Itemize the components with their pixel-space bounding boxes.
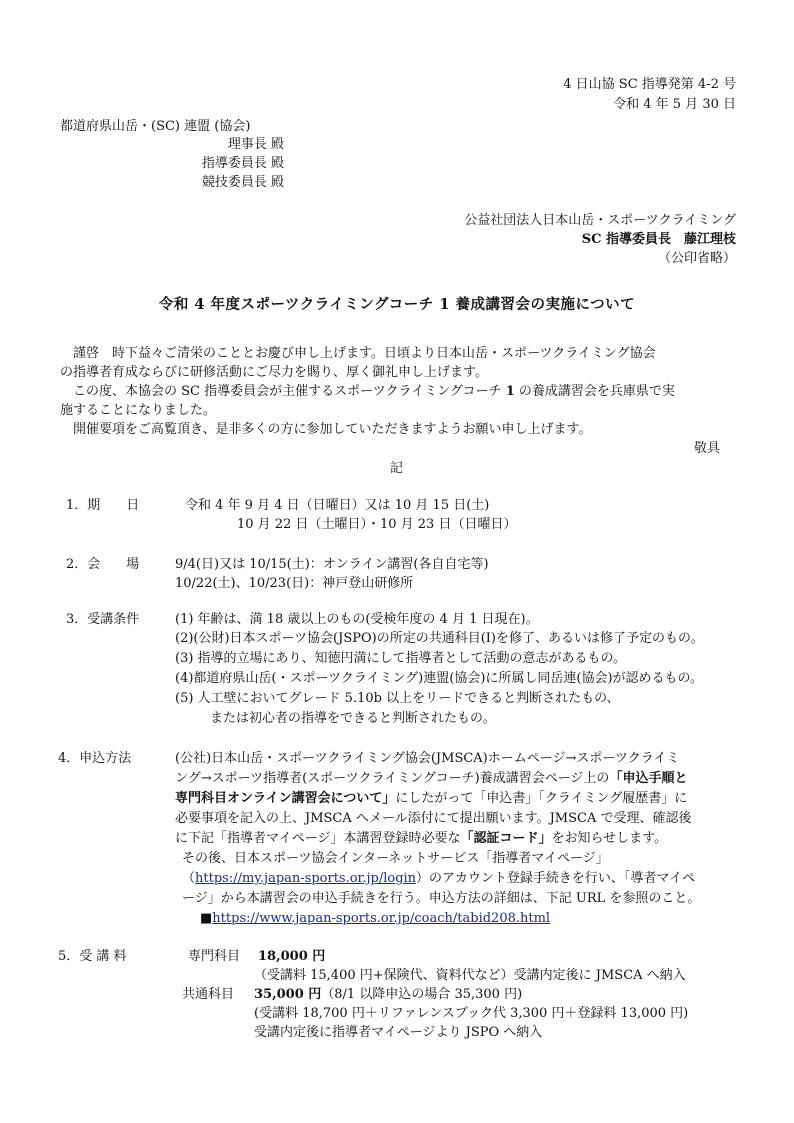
fee-specialized-note: （受講料 15,400 円+保険代、資料代など）受講内定後に JMSCA へ納入 [254,968,686,983]
fee-specialized-label: 専門科目 [188,949,241,964]
item-4-line-6: その後、日本スポーツ協会インターネットサービス「指導者マイページ」 [182,851,609,866]
item-3-cond-2: (2)(公財)日本スポーツ協会(JSPO)の所定の共通科目(Ⅰ)を修了、あるいは修了予定のもの。 [175,631,704,646]
sender-org: 公益社団法人日本山岳・スポーツクライミング [464,213,736,228]
item-4-line-7b: ）のアカウント登録手続きを行い、「導者マイペ [416,871,696,886]
fee-common-note-1: (受講料 18,700 円＋リファレンスブック代 3,300 円＋登録料 13,000 円) [254,1006,689,1021]
body-para-2a-num: 1 [505,384,515,399]
item-4-line-3a: 専門科目オンライン講習会について」 [175,791,396,806]
item-3-cond-3: (3) 指導的立場にあり、知徳円満にして指導者として活動の意志があるもの。 [175,651,627,666]
fee-common-label: 共通科目 [182,987,235,1002]
fee-specialized-amount: 18,000 円 [258,949,326,964]
item-4-line-5c: をお知らせします。 [551,831,668,846]
body-para-1a: 謹啓 時下益々ご清栄のこととお慶び申し上げます。日頃より日本山岳・スポーツクライミング協会 [73,346,656,361]
item-4-line-5b: 「認証コード」 [460,831,552,846]
item-2-line-1: 9/4(日)又は 10/15(土)：オンライン講習(各自自宅等) [175,557,489,572]
item-4-line-5a: に下記「指導者マイページ」本講習登録時必要な [175,831,461,846]
item-4-label: 4．申込方法 [58,751,132,766]
closing-keigu: 敬具 [694,441,721,456]
item-2-label: 2．会 場 [66,557,140,572]
item-3-cond-5b: または初心者の指導をできると判断されたもの。 [210,711,496,726]
fee-common-amount: 35,000 円 [254,987,322,1002]
item-4-line-2b: 「申込手順と [609,771,688,786]
coach-info-link[interactable]: https://www.japan-sports.or.jp/coach/tabid208.html [212,911,551,926]
item-4-line-5 [175,830,667,848]
body-para-1b: の指導者育成ならびに研修活動にご尽力を賜り、厚く御礼申し上げます。 [60,365,488,380]
bullet-square-icon: ■ [200,911,213,926]
item-4-line-7 [182,870,695,888]
item-4-line-2 [175,770,687,788]
seal-omitted: （公印省略） [657,251,736,266]
body-para-2a-post: の養成講習会を兵庫県で実 [518,384,675,399]
item-4-line-3b: にしたがって「申込書」「クライミング履歴書」に [395,791,688,806]
item-1-line-2: 10 月 22 日（土曜日）・10 月 23 日（日曜日） [237,517,517,532]
item-4-line-8: ージ」から本講習会の申込手続きを行う。申込方法の詳細は、下記 URL を参照のこと。 [182,891,701,906]
item-3-label: 3．受講条件 [66,612,140,627]
item-5-label: 5．受 講 料 [58,949,127,964]
item-4-line-9 [200,910,550,928]
item-3-cond-1: (1) 年齢は、満 18 歳以上のもの(受検年度の 4 月 1 日現在)。 [175,612,539,627]
item-2-line-2: 10/22(土)、10/23(日)：神戸登山研修所 [175,576,414,591]
addressee-org: 都道府県山岳・(SC) 連盟 (協会) [60,119,251,134]
ki-mark: 記 [390,461,404,476]
item-1-label: 1．期 日 [66,498,140,513]
addressee-guidance-chair: 指導委員長 殿 [201,156,284,171]
body-para-2a-pre: この度、本協会の SC 指導委員会が主催するスポーツクライミングコーチ [73,384,502,399]
document-title: 令和 4 年度スポーツクライミングコーチ 1 養成講習会の実施について [158,296,636,313]
item-4-line-1: (公社)日本山岳・スポーツクライミング協会(JMSCA)ホームページ→スポーツクライミ [175,751,680,766]
document-number: 4 日山協 SC 指導発第 4-2 号 [563,77,736,92]
addressee-chairman: 理事長 殿 [227,137,284,152]
sender-person: SC 指導委員長 藤江理枝 [581,232,736,247]
item-4-line-7a: （ [182,871,196,886]
item-4-line-4: 必要事項を記入の上、JMSCA へメール添付にて提出願います。JMSCA で受理、確認後 [175,811,692,826]
document-date: 令和 4 年 5 月 30 日 [613,97,736,112]
item-4-line-3 [175,790,687,808]
item-1-line-1: 令和 4 年 9 月 4 日（日曜日）又は 10 月 15 日(土) [185,498,490,513]
fee-common-note-2: 受講内定後に指導者マイページより JSPO へ納入 [254,1025,543,1040]
body-para-2a [73,383,675,401]
body-para-2b: 施することになりました。 [60,403,217,418]
item-4-line-2a: ング→スポーツ指導者(スポーツクライミングコーチ)養成講習会ページ上の [175,771,610,786]
addressee-competition-chair: 競技委員長 殿 [201,175,284,190]
fee-common-amount-note: （8/1 以降申込の場合 35,300 円) [321,987,523,1002]
item-3-cond-5a: (5) 人工壁においてグレード 5.10b 以上をリードできると判断されたもの、 [175,691,620,706]
body-para-3: 開催要項をご高覧頂き、是非多くの方に参加していただきますようお願い申し上げます。 [73,422,592,437]
mypage-login-link[interactable]: https://my.japan-sports.or.jp/login [195,871,417,886]
fee-common-amount-line [254,986,522,1004]
item-3-cond-4: (4)都道府県山岳(・スポーツクライミング)連盟(協会)に所属し同岳連(協会)が認めるもの。 [175,671,704,686]
